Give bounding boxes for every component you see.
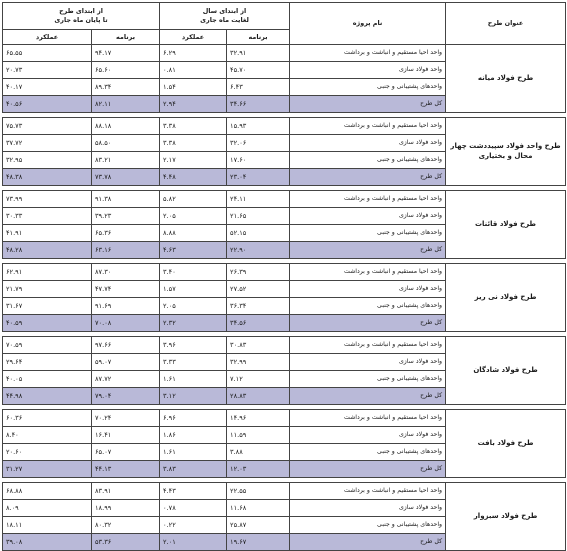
cell-year-program: ۴۵.۷۰ bbox=[227, 62, 290, 79]
project-name: واحدهای پشتیبانی و جنبی bbox=[290, 371, 446, 388]
project-name: واحد فولاد سازی bbox=[290, 281, 446, 298]
cell-year-actual: ۸.۸۸ bbox=[160, 225, 227, 242]
table-row bbox=[3, 410, 566, 427]
cell-plan-program: ۸۳.۹۱ bbox=[92, 483, 160, 500]
cell-plan-actual: ۱۸.۱۱ bbox=[3, 517, 92, 534]
cell-plan-program: ۹۱.۳۸ bbox=[92, 191, 160, 208]
cell-plan-actual: ۴۰.۱۷ bbox=[3, 79, 92, 96]
cell-plan-actual: ۳۰.۳۳ bbox=[3, 208, 92, 225]
cell-plan-actual: ۳۲.۹۵ bbox=[3, 152, 92, 169]
cell-plan-program: ۵۸.۵۰ bbox=[92, 135, 160, 152]
plan-title: طرح فولاد نی ریز bbox=[446, 264, 566, 332]
project-name: واحد احیا مستقیم و انباشت و برداشت bbox=[290, 337, 446, 354]
table-body bbox=[3, 45, 566, 551]
cell-plan-program: ۴۷.۷۴ bbox=[92, 281, 160, 298]
cell-year-program: ۲۲.۵۵ bbox=[227, 483, 290, 500]
cell-year-actual: ۳.۸۳ bbox=[160, 461, 227, 478]
cell-year-program: ۱۷.۶۰ bbox=[227, 152, 290, 169]
project-name: واحدهای پشتیبانی و جنبی bbox=[290, 152, 446, 169]
project-name: واحد فولاد سازی bbox=[290, 354, 446, 371]
total-label: کل طرح bbox=[290, 169, 446, 186]
cell-plan-program: ۷۰.۰۸ bbox=[92, 315, 160, 332]
cell-year-actual: ۳.۳۸ bbox=[160, 135, 227, 152]
header-project-name: نام پروژه bbox=[290, 3, 446, 45]
project-name: واحد فولاد سازی bbox=[290, 427, 446, 444]
progress-table bbox=[2, 2, 566, 551]
cell-plan-actual: ۴۴.۹۸ bbox=[3, 388, 92, 405]
project-name: واحدهای پشتیبانی و جنبی bbox=[290, 517, 446, 534]
cell-plan-program: ۱۸.۹۹ bbox=[92, 500, 160, 517]
cell-year-actual: ۵.۸۲ bbox=[160, 191, 227, 208]
cell-year-actual: ۴.۴۸ bbox=[160, 169, 227, 186]
cell-plan-actual: ۸.۴۰ bbox=[3, 427, 92, 444]
total-label: کل طرح bbox=[290, 315, 446, 332]
project-name: واحدهای پشتیبانی و جنبی bbox=[290, 444, 446, 461]
cell-year-actual: ۲.۱۷ bbox=[160, 152, 227, 169]
cell-year-actual: ۴.۴۳ bbox=[160, 483, 227, 500]
cell-year-actual: ۲.۹۴ bbox=[160, 96, 227, 113]
plan-title: طرح فولاد شادگان bbox=[446, 337, 566, 405]
cell-plan-program: ۸۳.۲۱ bbox=[92, 152, 160, 169]
cell-plan-actual: ۲۱.۷۹ bbox=[3, 281, 92, 298]
plan-title: طرح واحد فولاد سپیددشت چهار محال و بختیاری bbox=[446, 118, 566, 186]
header-plan-title: عنوان طرح bbox=[446, 3, 566, 45]
cell-year-program: ۲۳.۰۴ bbox=[227, 169, 290, 186]
cell-plan-program: ۸۷.۳۰ bbox=[92, 264, 160, 281]
table-row bbox=[3, 483, 566, 500]
cell-year-actual: ۱.۶۱ bbox=[160, 444, 227, 461]
cell-year-program: ۱۲.۰۳ bbox=[227, 461, 290, 478]
cell-plan-actual: ۷۵.۷۳ bbox=[3, 118, 92, 135]
cell-plan-program: ۹۴.۱۷ bbox=[92, 45, 160, 62]
cell-plan-program: ۸۹.۳۴ bbox=[92, 79, 160, 96]
cell-plan-actual: ۳۷.۷۲ bbox=[3, 135, 92, 152]
total-label: کل طرح bbox=[290, 461, 446, 478]
cell-year-program: ۲۸.۸۳ bbox=[227, 388, 290, 405]
project-name: واحد احیا مستقیم و انباشت و برداشت bbox=[290, 191, 446, 208]
cell-plan-actual: ۲۹.۶۴ bbox=[3, 354, 92, 371]
project-name: واحد فولاد سازی bbox=[290, 500, 446, 517]
table-row bbox=[3, 45, 566, 62]
cell-year-program: ۲۴.۱۱ bbox=[227, 191, 290, 208]
cell-plan-program: ۴۴.۱۳ bbox=[92, 461, 160, 478]
cell-year-actual: ۱.۵۴ bbox=[160, 79, 227, 96]
cell-plan-program: ۵۹.۰۷ bbox=[92, 354, 160, 371]
header-plan-program: برنامه bbox=[92, 30, 160, 45]
cell-year-actual: ۳.۱۲ bbox=[160, 388, 227, 405]
cell-plan-program: ۵۳.۳۶ bbox=[92, 534, 160, 551]
cell-year-actual: ۳.۹۶ bbox=[160, 337, 227, 354]
cell-year-actual: ۴.۶۳ bbox=[160, 242, 227, 259]
project-name: واحدهای پشتیبانی و جنبی bbox=[290, 298, 446, 315]
cell-plan-program: ۸۰.۳۲ bbox=[92, 517, 160, 534]
cell-plan-actual: ۳۹.۰۸ bbox=[3, 534, 92, 551]
cell-year-program: ۱۱.۵۹ bbox=[227, 427, 290, 444]
cell-year-program: ۶.۴۳ bbox=[227, 79, 290, 96]
cell-plan-actual: ۴۸.۳۸ bbox=[3, 169, 92, 186]
cell-year-actual: ۱.۵۷ bbox=[160, 281, 227, 298]
cell-year-actual: ۳.۳۳ bbox=[160, 354, 227, 371]
cell-plan-actual: ۴۰.۵۹ bbox=[3, 315, 92, 332]
cell-plan-program: ۶۵.۶۰ bbox=[92, 62, 160, 79]
table-row bbox=[3, 191, 566, 208]
cell-plan-actual: ۲۰.۷۳ bbox=[3, 62, 92, 79]
cell-plan-program: ۹۱.۶۹ bbox=[92, 298, 160, 315]
cell-plan-actual: ۳۱.۶۷ bbox=[3, 298, 92, 315]
header-since-plan-start: از ابتدای طرح تا پایان ماه جاری bbox=[3, 3, 160, 30]
cell-year-program: ۵۲.۱۵ bbox=[227, 225, 290, 242]
header-plan-actual: عملکرد bbox=[3, 30, 92, 45]
cell-year-actual: ۲.۰۱ bbox=[160, 534, 227, 551]
cell-year-actual: ۲.۰۵ bbox=[160, 208, 227, 225]
cell-year-program: ۱۴.۹۶ bbox=[227, 410, 290, 427]
table-row bbox=[3, 118, 566, 135]
cell-plan-program: ۷۰.۲۴ bbox=[92, 410, 160, 427]
total-label: کل طرح bbox=[290, 534, 446, 551]
cell-year-program: ۱۱.۶۸ bbox=[227, 500, 290, 517]
cell-year-program: ۲۶.۳۹ bbox=[227, 264, 290, 281]
cell-year-program: ۲۷.۵۲ bbox=[227, 281, 290, 298]
cell-plan-actual: ۶۸.۸۸ bbox=[3, 483, 92, 500]
plan-title: طرح فولاد سبزوار bbox=[446, 483, 566, 551]
cell-plan-program: ۱۶.۴۱ bbox=[92, 427, 160, 444]
cell-year-actual: ۶.۹۶ bbox=[160, 410, 227, 427]
cell-year-program: ۷.۱۲ bbox=[227, 371, 290, 388]
cell-plan-actual: ۶۰.۳۶ bbox=[3, 410, 92, 427]
cell-plan-actual: ۴۰.۵۶ bbox=[3, 96, 92, 113]
cell-year-actual: ۲.۰۵ bbox=[160, 298, 227, 315]
header-since-year-start: از ابتدای سال لغایت ماه جاری bbox=[160, 3, 290, 30]
cell-year-program: ۱۵.۹۳ bbox=[227, 118, 290, 135]
project-name: واحد احیا مستقیم و انباشت و برداشت bbox=[290, 118, 446, 135]
cell-year-program: ۳.۸۸ bbox=[227, 444, 290, 461]
project-name: واحدهای پشتیبانی و جنبی bbox=[290, 225, 446, 242]
cell-plan-program: ۸۲.۱۱ bbox=[92, 96, 160, 113]
cell-plan-actual: ۷۰.۵۹ bbox=[3, 337, 92, 354]
cell-year-actual: ۱.۶۱ bbox=[160, 371, 227, 388]
project-name: واحد فولاد سازی bbox=[290, 208, 446, 225]
cell-plan-actual: ۷۳.۹۹ bbox=[3, 191, 92, 208]
cell-year-program: ۳۲.۹۱ bbox=[227, 45, 290, 62]
project-name: واحدهای پشتیبانی و جنبی bbox=[290, 79, 446, 96]
cell-year-program: ۳۴.۵۶ bbox=[227, 315, 290, 332]
total-label: کل طرح bbox=[290, 242, 446, 259]
cell-year-program: ۲۵.۸۷ bbox=[227, 517, 290, 534]
cell-year-program: ۳۴.۶۶ bbox=[227, 96, 290, 113]
cell-plan-actual: ۶۲.۹۱ bbox=[3, 264, 92, 281]
table-row bbox=[3, 264, 566, 281]
cell-year-program: ۲۲.۹۰ bbox=[227, 242, 290, 259]
cell-plan-program: ۸۷.۷۲ bbox=[92, 371, 160, 388]
cell-plan-actual: ۴۸.۲۸ bbox=[3, 242, 92, 259]
cell-year-actual: ۳.۴۰ bbox=[160, 264, 227, 281]
cell-year-actual: ۰.۸۱ bbox=[160, 62, 227, 79]
cell-plan-program: ۶۵.۰۷ bbox=[92, 444, 160, 461]
cell-year-program: ۱۹.۶۷ bbox=[227, 534, 290, 551]
cell-plan-program: ۹۷.۶۶ bbox=[92, 337, 160, 354]
plan-title: طرح فولاد میانه bbox=[446, 45, 566, 113]
cell-year-program: ۲۱.۶۵ bbox=[227, 208, 290, 225]
plan-title: طرح فولاد قائنات bbox=[446, 191, 566, 259]
cell-year-actual: ۰.۷۸ bbox=[160, 500, 227, 517]
cell-year-actual: ۳.۳۸ bbox=[160, 118, 227, 135]
cell-year-actual: ۰.۲۲ bbox=[160, 517, 227, 534]
header-year-program: برنامه bbox=[227, 30, 290, 45]
cell-plan-actual: ۳۱.۲۷ bbox=[3, 461, 92, 478]
cell-year-program: ۳۲.۹۹ bbox=[227, 354, 290, 371]
cell-plan-program: ۳۹.۲۳ bbox=[92, 208, 160, 225]
table-header bbox=[3, 3, 566, 45]
cell-plan-actual: ۶۵.۵۵ bbox=[3, 45, 92, 62]
cell-plan-actual: ۴۱.۹۱ bbox=[3, 225, 92, 242]
total-label: کل طرح bbox=[290, 388, 446, 405]
table-row bbox=[3, 337, 566, 354]
project-name: واحد فولاد سازی bbox=[290, 135, 446, 152]
cell-year-program: ۳۶.۳۴ bbox=[227, 298, 290, 315]
cell-year-program: ۳۰.۸۳ bbox=[227, 337, 290, 354]
project-name: واحد احیا مستقیم و انباشت و برداشت bbox=[290, 45, 446, 62]
project-name: واحد احیا مستقیم و انباشت و برداشت bbox=[290, 483, 446, 500]
cell-plan-program: ۸۸.۱۸ bbox=[92, 118, 160, 135]
project-name: واحد احیا مستقیم و انباشت و برداشت bbox=[290, 410, 446, 427]
cell-plan-actual: ۲۰.۶۰ bbox=[3, 444, 92, 461]
cell-year-actual: ۲.۳۲ bbox=[160, 315, 227, 332]
project-name: واحد فولاد سازی bbox=[290, 62, 446, 79]
cell-plan-actual: ۸.۰۹ bbox=[3, 500, 92, 517]
project-name: واحد احیا مستقیم و انباشت و برداشت bbox=[290, 264, 446, 281]
total-label: کل طرح bbox=[290, 96, 446, 113]
cell-plan-program: ۶۳.۱۶ bbox=[92, 242, 160, 259]
cell-plan-program: ۷۹.۰۴ bbox=[92, 388, 160, 405]
cell-year-actual: ۶.۲۹ bbox=[160, 45, 227, 62]
cell-year-actual: ۱.۸۶ bbox=[160, 427, 227, 444]
cell-plan-program: ۷۳.۷۸ bbox=[92, 169, 160, 186]
cell-year-program: ۳۲.۰۶ bbox=[227, 135, 290, 152]
header-year-actual: عملکرد bbox=[160, 30, 227, 45]
plan-title: طرح فولاد بافت bbox=[446, 410, 566, 478]
cell-plan-actual: ۴۰.۰۵ bbox=[3, 371, 92, 388]
cell-plan-program: ۶۵.۳۶ bbox=[92, 225, 160, 242]
